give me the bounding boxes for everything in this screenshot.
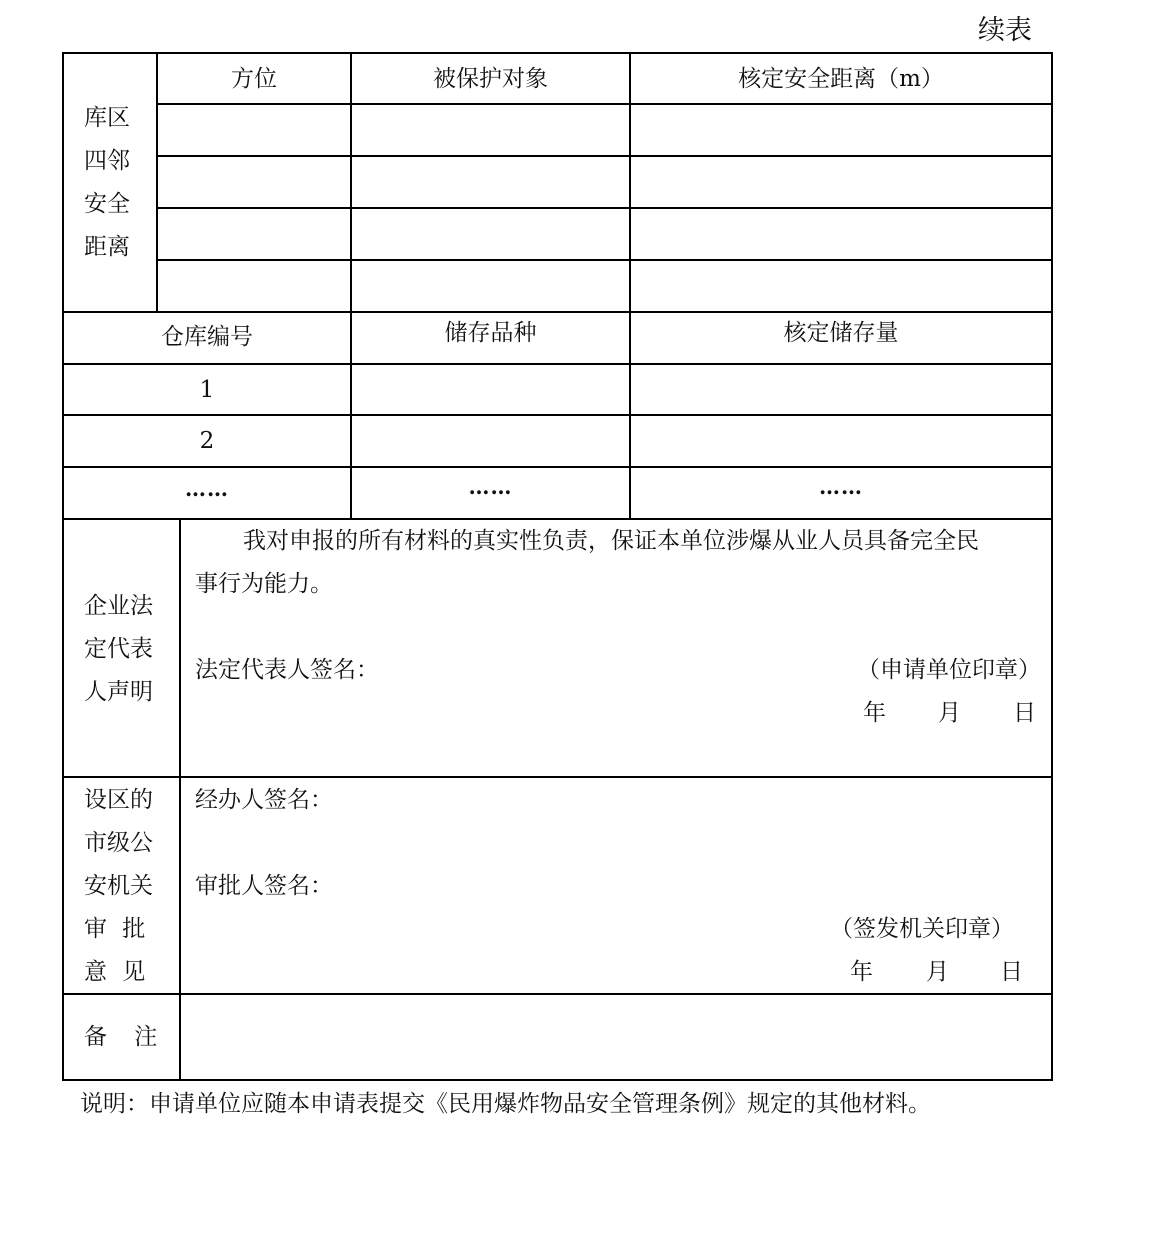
column-header-warehouse-number: 仓库编号 bbox=[161, 324, 253, 350]
table-rule bbox=[156, 52, 158, 313]
column-header-protected-object: 被保护对象 bbox=[433, 66, 548, 92]
table-row-ellipsis: …… bbox=[185, 476, 229, 501]
declaration-section-label bbox=[84, 585, 174, 714]
column-header-approved-safety-distance: 核定安全距离（m） bbox=[738, 66, 944, 92]
label-line: 企业法 bbox=[84, 593, 153, 619]
table-rule bbox=[179, 518, 181, 1081]
legal-representative-signature-label: 法定代表人签名： bbox=[195, 657, 379, 683]
table-row-warehouse-number: 2 bbox=[199, 428, 215, 454]
column-header-approved-storage-capacity: 核定储存量 bbox=[783, 320, 899, 346]
label-line: 四邻 bbox=[84, 148, 130, 174]
approver-signature-label: 审批人签名： bbox=[195, 873, 333, 899]
table-rule bbox=[62, 518, 1053, 520]
label-line: 审 批 bbox=[84, 916, 150, 942]
approval-date-year: 年 bbox=[850, 959, 873, 985]
table-rule bbox=[62, 776, 1053, 778]
column-header-direction: 方位 bbox=[231, 66, 277, 92]
table-rule bbox=[62, 466, 1053, 468]
table-border-left bbox=[62, 52, 64, 1081]
label-line: 设区的 bbox=[84, 787, 153, 813]
table-border-top bbox=[62, 52, 1053, 54]
table-rule bbox=[62, 311, 1053, 313]
approval-section-label bbox=[84, 779, 174, 994]
label-line: 人声明 bbox=[84, 679, 153, 705]
remarks-label: 备 注 bbox=[84, 1024, 168, 1050]
handler-signature-label: 经办人签名： bbox=[195, 787, 333, 813]
applicant-seal-label: （申请单位印章） bbox=[857, 657, 1041, 683]
table-row-ellipsis: …… bbox=[468, 474, 513, 499]
label-line: 意 见 bbox=[84, 959, 150, 985]
label-line: 定代表 bbox=[84, 636, 153, 662]
table-rule bbox=[156, 207, 1053, 209]
label-line: 库区 bbox=[84, 105, 130, 131]
table-row-warehouse-number: 1 bbox=[199, 377, 215, 403]
table-border-right bbox=[1051, 52, 1053, 1081]
table-rule bbox=[629, 52, 631, 520]
declaration-date-year: 年 bbox=[863, 700, 886, 726]
table-border-bottom bbox=[62, 1079, 1053, 1081]
issuing-authority-seal-label: （签发机关印章） bbox=[830, 916, 1014, 942]
declaration-date-day: 日 bbox=[1013, 700, 1036, 726]
approval-date-month: 月 bbox=[926, 959, 949, 985]
table-rule bbox=[62, 993, 1053, 995]
declaration-statement-line1: 我对申报的所有材料的真实性负责，保证本单位涉爆从业人员具备完全民 bbox=[243, 528, 979, 554]
table-row-ellipsis: …… bbox=[819, 474, 863, 499]
label-line: 安全 bbox=[84, 191, 130, 217]
continued-label: 续表 bbox=[978, 15, 1032, 46]
label-line: 市级公 bbox=[84, 830, 153, 856]
declaration-statement-line2: 事行为能力。 bbox=[195, 571, 333, 597]
footer-note: 说明：申请单位应随本申请表提交《民用爆炸物品安全管理条例》规定的其他材料。 bbox=[80, 1091, 931, 1117]
table-rule bbox=[62, 414, 1053, 416]
declaration-date-month: 月 bbox=[938, 700, 961, 726]
table-rule bbox=[156, 155, 1053, 157]
table-rule bbox=[62, 363, 1053, 365]
approval-date-day: 日 bbox=[1000, 959, 1023, 985]
table-rule bbox=[156, 259, 1053, 261]
table-rule bbox=[156, 103, 1053, 105]
label-line: 安机关 bbox=[84, 873, 153, 899]
safety-distance-section-label bbox=[84, 97, 144, 269]
label-line: 距离 bbox=[84, 234, 130, 260]
table-rule bbox=[350, 52, 352, 520]
column-header-stored-variety: 储存品种 bbox=[444, 320, 537, 346]
